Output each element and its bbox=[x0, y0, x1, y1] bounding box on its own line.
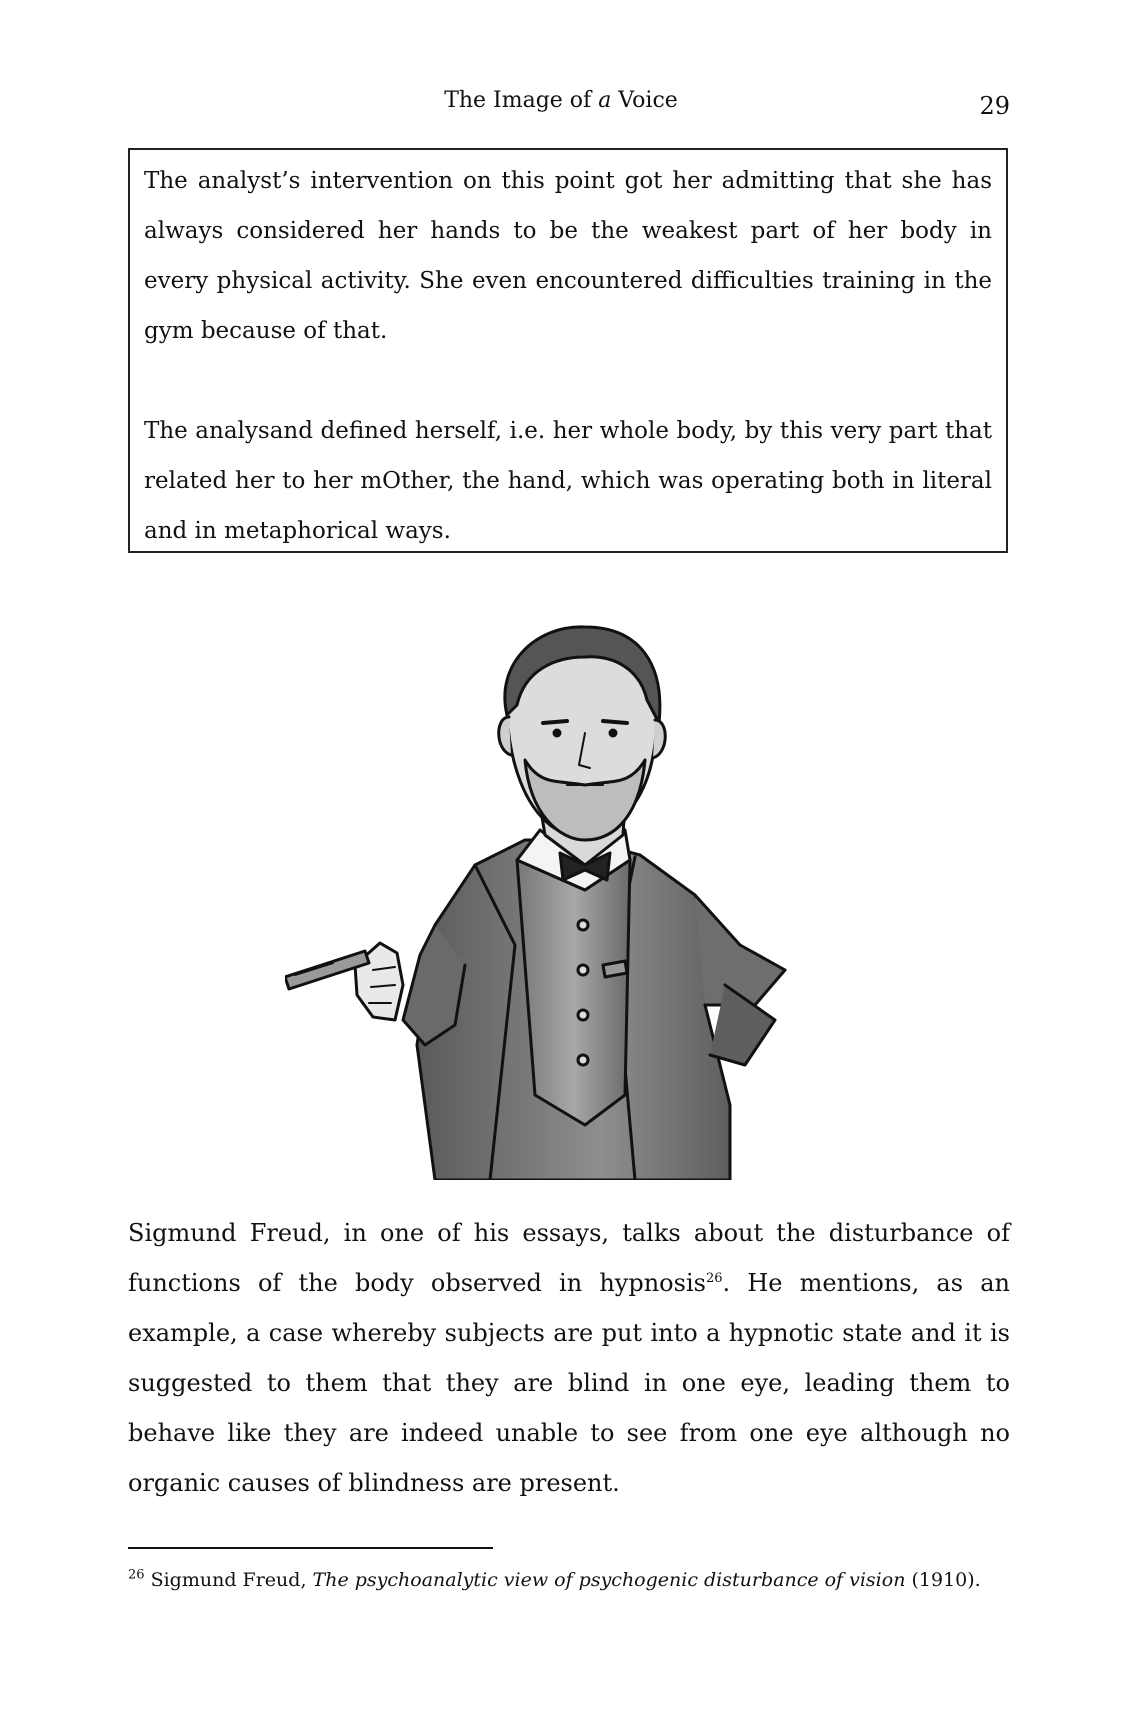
footnote-author: Sigmund Freud, bbox=[144, 1569, 313, 1591]
body-text-start: Sigmund Freud, in one of his essays, talks about the disturbance of functions of the body observed in hypnosis bbox=[128, 1219, 1010, 1297]
case-paragraph: The analysand defined herself, i.e. her whole body, by this very part that related her to her mOther, the hand, which was operating both in literal and in metaphorical ways. bbox=[144, 418, 992, 544]
running-head bbox=[0, 88, 1122, 113]
freud-portrait-illustration bbox=[285, 625, 865, 1180]
footnote-number: 26 bbox=[128, 1567, 145, 1583]
page-number: 29 bbox=[979, 92, 1010, 120]
case-paragraph: The analyst’s intervention on this point got her admitting that she has always considered her hands to be the weakest part of her body in every physical activity. She even encountered difficulties training in the gym because of that. bbox=[144, 168, 992, 344]
running-head-italic: a bbox=[598, 88, 612, 113]
running-head-text: The Image of bbox=[444, 88, 599, 113]
footnote-title: The psychoanalytic view of psychogenic disturbance of vision bbox=[312, 1569, 906, 1591]
case-vignette-box bbox=[128, 148, 1008, 553]
footnote-year: (1910). bbox=[905, 1569, 981, 1591]
body-paragraph bbox=[128, 1208, 1010, 1508]
running-head-text-end: Voice bbox=[611, 88, 678, 113]
footnote-reference: 26 bbox=[705, 1271, 723, 1286]
footnote bbox=[128, 1566, 1008, 1594]
footnote-divider bbox=[128, 1547, 493, 1549]
body-text-end: . He mentions, as an example, a case whereby subjects are put into a hypnotic state and it is suggested to them that they are blind in one eye, leading them to behave like they are indeed unable to see from one eye although no organic causes of blindness are present. bbox=[128, 1269, 1010, 1497]
